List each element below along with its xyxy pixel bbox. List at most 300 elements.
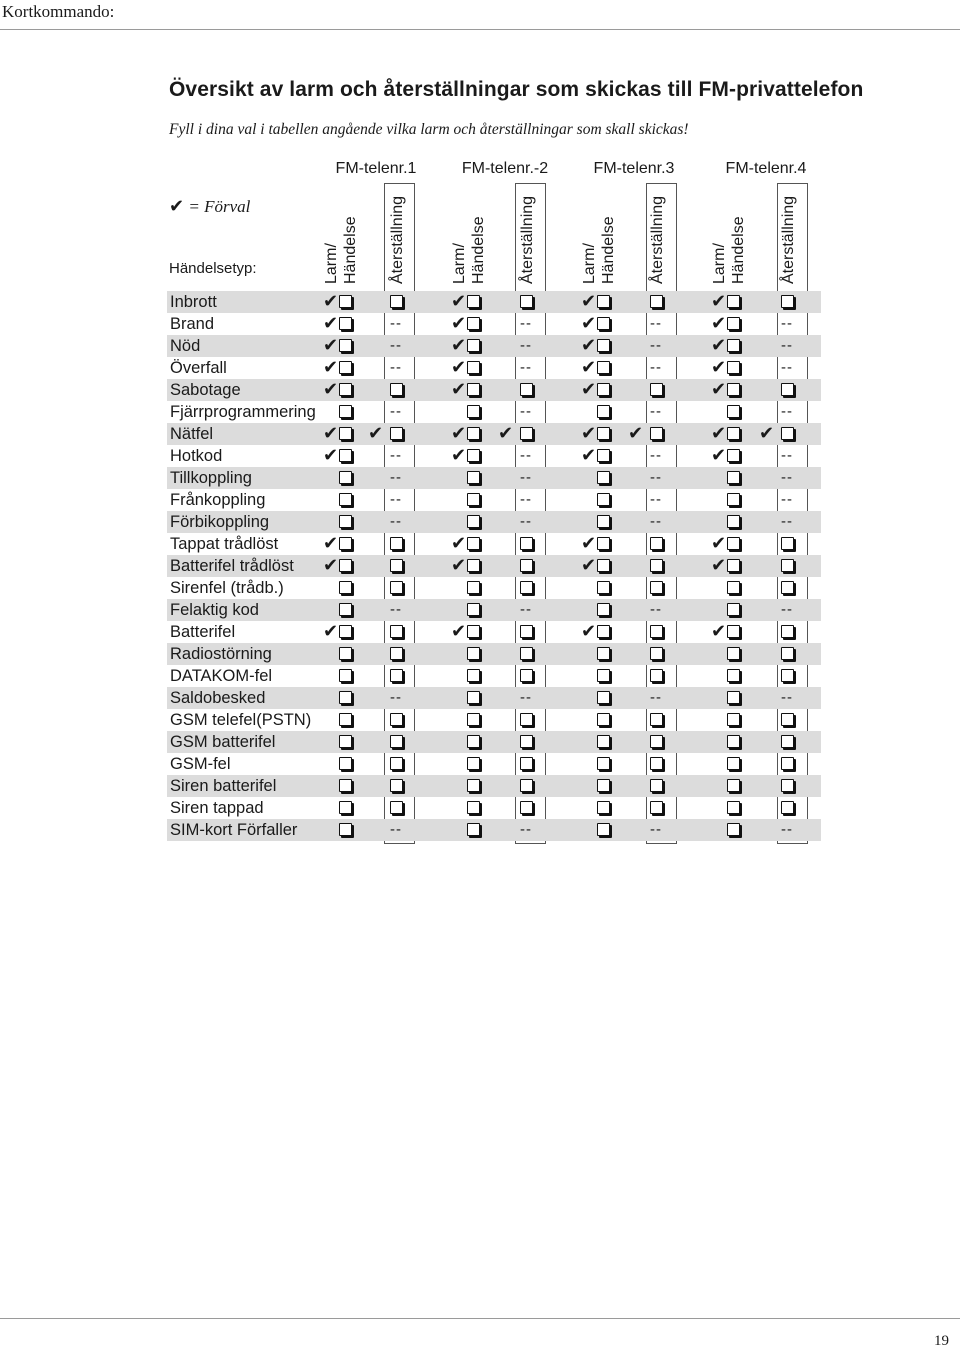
alarm-checkbox[interactable] bbox=[727, 735, 740, 748]
alarm-checkbox[interactable] bbox=[727, 559, 740, 572]
not-applicable-dash: -- bbox=[781, 337, 793, 354]
not-applicable-dash: -- bbox=[390, 315, 402, 332]
restore-checkbox[interactable] bbox=[520, 295, 533, 308]
restore-checkbox[interactable] bbox=[520, 537, 533, 550]
table-row bbox=[167, 423, 821, 445]
default-check-icon: ✔ bbox=[711, 313, 727, 334]
restore-checkbox[interactable] bbox=[390, 427, 403, 440]
not-applicable-dash: -- bbox=[520, 821, 532, 838]
alarm-checkbox[interactable] bbox=[339, 581, 352, 594]
restore-column-label: Återställning bbox=[649, 195, 666, 284]
table-row bbox=[167, 599, 821, 621]
alarm-checkbox[interactable] bbox=[727, 295, 740, 308]
not-applicable-dash: -- bbox=[390, 601, 402, 618]
default-check-icon: ✔ bbox=[581, 555, 597, 576]
alarm-checkbox[interactable] bbox=[597, 515, 610, 528]
restore-checkbox[interactable] bbox=[520, 559, 533, 572]
row-label: GSM-fel bbox=[170, 755, 231, 773]
shortcut-label: Kortkommando: bbox=[2, 2, 115, 21]
not-applicable-dash: -- bbox=[390, 821, 402, 838]
alarm-checkbox[interactable] bbox=[467, 779, 480, 792]
alarm-checkbox[interactable] bbox=[727, 823, 740, 836]
restore-checkbox[interactable] bbox=[520, 757, 533, 770]
alarm-checkbox[interactable] bbox=[727, 757, 740, 770]
table-row bbox=[167, 467, 821, 489]
restore-checkbox[interactable] bbox=[520, 427, 533, 440]
alarm-checkbox[interactable] bbox=[467, 603, 480, 616]
restore-checkbox[interactable] bbox=[390, 537, 403, 550]
not-applicable-dash: -- bbox=[781, 601, 793, 618]
alarm-checkbox[interactable] bbox=[597, 339, 610, 352]
table-row bbox=[167, 489, 821, 511]
table-row bbox=[167, 643, 821, 665]
restore-checkbox[interactable] bbox=[390, 757, 403, 770]
not-applicable-dash: -- bbox=[390, 469, 402, 486]
default-check-icon: ✔ bbox=[711, 445, 727, 466]
default-check-icon: ✔ bbox=[711, 621, 727, 642]
alarm-checkbox[interactable] bbox=[597, 405, 610, 418]
restore-checkbox[interactable] bbox=[390, 625, 403, 638]
footer-divider bbox=[0, 1318, 960, 1319]
alarm-label-line1: Larm/ bbox=[581, 243, 598, 284]
alarm-checkbox[interactable] bbox=[339, 295, 352, 308]
alarm-checkbox[interactable] bbox=[339, 757, 352, 770]
restore-checkbox[interactable] bbox=[520, 669, 533, 682]
alarm-checkbox[interactable] bbox=[467, 581, 480, 594]
restore-checkbox[interactable] bbox=[781, 713, 794, 726]
restore-checkbox[interactable] bbox=[650, 735, 663, 748]
row-label: Tillkoppling bbox=[170, 469, 252, 487]
restore-checkbox[interactable] bbox=[781, 757, 794, 770]
default-check-icon: ✔ bbox=[451, 357, 467, 378]
alarm-checkbox[interactable] bbox=[467, 713, 480, 726]
default-check-icon: ✔ bbox=[581, 445, 597, 466]
row-label: Radiostörning bbox=[170, 645, 272, 663]
restore-checkbox[interactable] bbox=[390, 559, 403, 572]
not-applicable-dash: -- bbox=[650, 337, 662, 354]
default-check-icon: ✔ bbox=[368, 423, 384, 444]
alarm-checkbox[interactable] bbox=[727, 383, 740, 396]
restore-checkbox[interactable] bbox=[781, 625, 794, 638]
restore-checkbox[interactable] bbox=[650, 625, 663, 638]
alarm-checkbox[interactable] bbox=[339, 383, 352, 396]
restore-checkbox[interactable] bbox=[781, 801, 794, 814]
alarm-checkbox[interactable] bbox=[597, 383, 610, 396]
alarm-label-line1: Larm/ bbox=[711, 243, 728, 284]
default-check-icon: ✔ bbox=[711, 423, 727, 444]
alarm-checkbox[interactable] bbox=[467, 625, 480, 638]
alarm-checkbox[interactable] bbox=[339, 735, 352, 748]
alarm-checkbox[interactable] bbox=[467, 801, 480, 814]
not-applicable-dash: -- bbox=[520, 337, 532, 354]
not-applicable-dash: -- bbox=[781, 447, 793, 464]
not-applicable-dash: -- bbox=[520, 513, 532, 530]
default-check-icon: ✔ bbox=[711, 555, 727, 576]
alarm-checkbox[interactable] bbox=[727, 779, 740, 792]
default-check-icon: ✔ bbox=[323, 621, 339, 642]
alarm-checkbox[interactable] bbox=[339, 317, 352, 330]
alarm-checkbox[interactable] bbox=[597, 647, 610, 660]
restore-checkbox[interactable] bbox=[520, 713, 533, 726]
legend bbox=[169, 196, 250, 217]
row-label: SIM-kort Förfaller bbox=[170, 821, 298, 839]
alarm-checkbox[interactable] bbox=[339, 559, 352, 572]
not-applicable-dash: -- bbox=[390, 359, 402, 376]
alarm-checkbox[interactable] bbox=[467, 295, 480, 308]
table-row bbox=[167, 291, 821, 313]
row-label: Saldobesked bbox=[170, 689, 266, 707]
alarm-checkbox[interactable] bbox=[339, 801, 352, 814]
not-applicable-dash: -- bbox=[520, 359, 532, 376]
alarm-checkbox[interactable] bbox=[467, 823, 480, 836]
table-row bbox=[167, 401, 821, 423]
alarm-checkbox[interactable] bbox=[727, 427, 740, 440]
restore-checkbox[interactable] bbox=[390, 801, 403, 814]
not-applicable-dash: -- bbox=[390, 447, 402, 464]
alarm-checkbox[interactable] bbox=[597, 735, 610, 748]
restore-checkbox[interactable] bbox=[650, 713, 663, 726]
alarm-checkbox[interactable] bbox=[597, 295, 610, 308]
alarm-checkbox[interactable] bbox=[467, 515, 480, 528]
restore-checkbox[interactable] bbox=[390, 581, 403, 594]
not-applicable-dash: -- bbox=[781, 821, 793, 838]
alarm-checkbox[interactable] bbox=[597, 559, 610, 572]
alarm-checkbox[interactable] bbox=[339, 779, 352, 792]
not-applicable-dash: -- bbox=[390, 337, 402, 354]
alarm-checkbox[interactable] bbox=[339, 427, 352, 440]
check-icon: ✔ bbox=[169, 196, 185, 217]
alarm-checkbox[interactable] bbox=[727, 449, 740, 462]
not-applicable-dash: -- bbox=[781, 469, 793, 486]
restore-checkbox[interactable] bbox=[520, 625, 533, 638]
row-label: Batterifel trådlöst bbox=[170, 557, 294, 575]
table-row bbox=[167, 357, 821, 379]
default-check-icon: ✔ bbox=[451, 379, 467, 400]
alarm-checkbox[interactable] bbox=[467, 427, 480, 440]
page-number: 19 bbox=[934, 1333, 949, 1349]
restore-checkbox[interactable] bbox=[520, 779, 533, 792]
alarm-checkbox[interactable] bbox=[727, 625, 740, 638]
alarm-checkbox[interactable] bbox=[467, 691, 480, 704]
default-check-icon: ✔ bbox=[711, 335, 727, 356]
table-row bbox=[167, 709, 821, 731]
not-applicable-dash: -- bbox=[520, 315, 532, 332]
row-label: Inbrott bbox=[170, 293, 217, 311]
alarm-label-line1: Larm/ bbox=[323, 243, 340, 284]
row-label: Nätfel bbox=[170, 425, 214, 443]
not-applicable-dash: -- bbox=[781, 403, 793, 420]
alarm-checkbox[interactable] bbox=[727, 691, 740, 704]
not-applicable-dash: -- bbox=[781, 315, 793, 332]
restore-checkbox[interactable] bbox=[390, 383, 403, 396]
alarm-checkbox[interactable] bbox=[339, 361, 352, 374]
restore-checkbox[interactable] bbox=[520, 581, 533, 594]
default-check-icon: ✔ bbox=[498, 423, 514, 444]
alarm-checkbox[interactable] bbox=[597, 449, 610, 462]
alarm-checkbox[interactable] bbox=[727, 317, 740, 330]
alarm-checkbox[interactable] bbox=[727, 493, 740, 506]
restore-checkbox[interactable] bbox=[390, 669, 403, 682]
restore-checkbox[interactable] bbox=[781, 537, 794, 550]
table-row bbox=[167, 379, 821, 401]
restore-checkbox[interactable] bbox=[650, 779, 663, 792]
restore-checkbox[interactable] bbox=[650, 295, 663, 308]
row-label: Fjärrprogrammering bbox=[170, 403, 316, 421]
alarm-checkbox[interactable] bbox=[727, 647, 740, 660]
restore-checkbox[interactable] bbox=[390, 779, 403, 792]
not-applicable-dash: -- bbox=[390, 513, 402, 530]
alarm-checkbox[interactable] bbox=[597, 603, 610, 616]
not-applicable-dash: -- bbox=[390, 491, 402, 508]
row-label: Frånkoppling bbox=[170, 491, 266, 509]
alarm-checkbox[interactable] bbox=[597, 493, 610, 506]
alarm-column-label bbox=[450, 164, 488, 284]
default-check-icon: ✔ bbox=[451, 423, 467, 444]
default-check-icon: ✔ bbox=[451, 621, 467, 642]
alarm-checkbox[interactable] bbox=[339, 515, 352, 528]
not-applicable-dash: -- bbox=[650, 513, 662, 530]
table-row bbox=[167, 753, 821, 775]
alarm-checkbox[interactable] bbox=[727, 603, 740, 616]
alarm-checkbox[interactable] bbox=[727, 669, 740, 682]
not-applicable-dash: -- bbox=[520, 447, 532, 464]
default-check-icon: ✔ bbox=[711, 379, 727, 400]
alarm-checkbox[interactable] bbox=[339, 691, 352, 704]
restore-checkbox[interactable] bbox=[650, 669, 663, 682]
row-label: GSM batterifel bbox=[170, 733, 276, 751]
alarm-label-line2: Händelse bbox=[470, 216, 487, 284]
phone-header: FM-telenr.4 bbox=[725, 160, 807, 177]
alarm-checkbox[interactable] bbox=[727, 361, 740, 374]
header-divider bbox=[0, 29, 960, 30]
table-row bbox=[167, 533, 821, 555]
restore-checkbox[interactable] bbox=[781, 581, 794, 594]
restore-checkbox[interactable] bbox=[781, 735, 794, 748]
default-check-icon: ✔ bbox=[581, 533, 597, 554]
default-check-icon: ✔ bbox=[323, 335, 339, 356]
row-label: Siren tappad bbox=[170, 799, 264, 817]
default-check-icon: ✔ bbox=[323, 555, 339, 576]
default-check-icon: ✔ bbox=[451, 555, 467, 576]
phone-header: FM-telenr.3 bbox=[593, 160, 675, 177]
alarm-checkbox[interactable] bbox=[597, 537, 610, 550]
row-label: Felaktig kod bbox=[170, 601, 259, 619]
legend-text: = Förval bbox=[188, 197, 251, 216]
alarm-checkbox[interactable] bbox=[467, 471, 480, 484]
restore-checkbox[interactable] bbox=[520, 383, 533, 396]
table-row bbox=[167, 797, 821, 819]
alarm-checkbox[interactable] bbox=[467, 405, 480, 418]
restore-checkbox[interactable] bbox=[390, 295, 403, 308]
restore-checkbox[interactable] bbox=[781, 559, 794, 572]
alarm-checkbox[interactable] bbox=[339, 471, 352, 484]
row-label: Hotkod bbox=[170, 447, 223, 465]
default-check-icon: ✔ bbox=[581, 357, 597, 378]
alarm-checkbox[interactable] bbox=[597, 317, 610, 330]
restore-column-label: Återställning bbox=[389, 195, 406, 284]
event-type-label: Händelsetyp: bbox=[169, 260, 257, 277]
default-check-icon: ✔ bbox=[711, 357, 727, 378]
default-check-icon: ✔ bbox=[581, 291, 597, 312]
restore-checkbox[interactable] bbox=[650, 537, 663, 550]
alarm-checkbox[interactable] bbox=[467, 383, 480, 396]
restore-checkbox[interactable] bbox=[520, 647, 533, 660]
alarm-checkbox[interactable] bbox=[597, 581, 610, 594]
alarm-checkbox[interactable] bbox=[727, 801, 740, 814]
table-row bbox=[167, 577, 821, 599]
row-label: Siren batterifel bbox=[170, 777, 277, 795]
restore-checkbox[interactable] bbox=[650, 647, 663, 660]
row-label: Sirenfel (trådb.) bbox=[170, 579, 284, 597]
table-row bbox=[167, 665, 821, 687]
alarm-checkbox[interactable] bbox=[467, 669, 480, 682]
not-applicable-dash: -- bbox=[650, 689, 662, 706]
alarm-checkbox[interactable] bbox=[597, 823, 610, 836]
default-check-icon: ✔ bbox=[323, 533, 339, 554]
table-row bbox=[167, 555, 821, 577]
alarm-checkbox[interactable] bbox=[339, 405, 352, 418]
restore-column-label: Återställning bbox=[519, 195, 536, 284]
alarm-checkbox[interactable] bbox=[339, 669, 352, 682]
alarm-checkbox[interactable] bbox=[727, 537, 740, 550]
row-label: Batterifel bbox=[170, 623, 236, 641]
not-applicable-dash: -- bbox=[520, 601, 532, 618]
alarm-checkbox[interactable] bbox=[597, 713, 610, 726]
alarm-label-line2: Händelse bbox=[342, 216, 359, 284]
alarm-checkbox[interactable] bbox=[339, 823, 352, 836]
alarm-checkbox[interactable] bbox=[467, 735, 480, 748]
alarm-checkbox[interactable] bbox=[339, 647, 352, 660]
default-check-icon: ✔ bbox=[323, 357, 339, 378]
alarm-column-label bbox=[322, 164, 360, 284]
restore-checkbox[interactable] bbox=[650, 757, 663, 770]
alarm-checkbox[interactable] bbox=[727, 515, 740, 528]
default-check-icon: ✔ bbox=[323, 423, 339, 444]
alarm-checkbox[interactable] bbox=[597, 691, 610, 704]
alarm-checkbox[interactable] bbox=[467, 449, 480, 462]
table-row bbox=[167, 819, 821, 841]
phone-header: FM-telenr.1 bbox=[335, 160, 417, 177]
alarm-checkbox[interactable] bbox=[467, 493, 480, 506]
default-check-icon: ✔ bbox=[323, 313, 339, 334]
restore-checkbox[interactable] bbox=[650, 801, 663, 814]
table-row bbox=[167, 621, 821, 643]
alarm-checkbox[interactable] bbox=[339, 537, 352, 550]
restore-checkbox[interactable] bbox=[650, 559, 663, 572]
page-title: Översikt av larm och återställningar som skickas till FM-privattelefon bbox=[169, 78, 864, 101]
alarm-checkbox[interactable] bbox=[467, 559, 480, 572]
default-check-icon: ✔ bbox=[451, 533, 467, 554]
restore-checkbox[interactable] bbox=[781, 779, 794, 792]
phone-header: FM-telenr.-2 bbox=[461, 160, 549, 177]
alarm-checkbox[interactable] bbox=[467, 647, 480, 660]
restore-checkbox[interactable] bbox=[781, 427, 794, 440]
restore-checkbox[interactable] bbox=[520, 735, 533, 748]
restore-checkbox[interactable] bbox=[650, 581, 663, 594]
not-applicable-dash: -- bbox=[650, 447, 662, 464]
row-label: Förbikoppling bbox=[170, 513, 270, 531]
alarm-checkbox[interactable] bbox=[597, 427, 610, 440]
restore-column-label: Återställning bbox=[780, 195, 797, 284]
table-row bbox=[167, 511, 821, 533]
default-check-icon: ✔ bbox=[323, 379, 339, 400]
restore-checkbox[interactable] bbox=[781, 383, 794, 396]
not-applicable-dash: -- bbox=[650, 601, 662, 618]
table-row bbox=[167, 687, 821, 709]
table-row bbox=[167, 335, 821, 357]
row-label: Överfall bbox=[170, 359, 227, 377]
alarm-checkbox[interactable] bbox=[727, 339, 740, 352]
alarm-checkbox[interactable] bbox=[597, 757, 610, 770]
alarm-checkbox[interactable] bbox=[727, 713, 740, 726]
alarm-checkbox[interactable] bbox=[339, 713, 352, 726]
alarm-checkbox[interactable] bbox=[339, 493, 352, 506]
alarm-checkbox[interactable] bbox=[597, 801, 610, 814]
alarm-column-label bbox=[580, 164, 618, 284]
not-applicable-dash: -- bbox=[650, 315, 662, 332]
default-check-icon: ✔ bbox=[759, 423, 775, 444]
alarm-checkbox[interactable] bbox=[467, 757, 480, 770]
alarm-checkbox[interactable] bbox=[467, 317, 480, 330]
not-applicable-dash: -- bbox=[650, 821, 662, 838]
row-label: Nöd bbox=[170, 337, 201, 355]
restore-checkbox[interactable] bbox=[781, 295, 794, 308]
not-applicable-dash: -- bbox=[390, 689, 402, 706]
alarm-checkbox[interactable] bbox=[339, 625, 352, 638]
alarm-label-line2: Händelse bbox=[730, 216, 747, 284]
alarm-checkbox[interactable] bbox=[727, 581, 740, 594]
not-applicable-dash: -- bbox=[520, 469, 532, 486]
alarm-checkbox[interactable] bbox=[339, 339, 352, 352]
table-row bbox=[167, 313, 821, 335]
alarm-checkbox[interactable] bbox=[467, 339, 480, 352]
alarm-checkbox[interactable] bbox=[339, 603, 352, 616]
alarm-checkbox[interactable] bbox=[467, 537, 480, 550]
row-label: Tappat trådlöst bbox=[170, 535, 279, 553]
table-row bbox=[167, 731, 821, 753]
default-check-icon: ✔ bbox=[323, 445, 339, 466]
restore-checkbox[interactable] bbox=[781, 669, 794, 682]
alarm-checkbox[interactable] bbox=[597, 361, 610, 374]
alarm-checkbox[interactable] bbox=[597, 669, 610, 682]
restore-checkbox[interactable] bbox=[390, 647, 403, 660]
alarm-checkbox[interactable] bbox=[467, 361, 480, 374]
alarm-checkbox[interactable] bbox=[597, 625, 610, 638]
alarm-checkbox[interactable] bbox=[597, 471, 610, 484]
default-check-icon: ✔ bbox=[451, 445, 467, 466]
not-applicable-dash: -- bbox=[520, 491, 532, 508]
alarm-checkbox[interactable] bbox=[727, 405, 740, 418]
alarm-checkbox[interactable] bbox=[339, 449, 352, 462]
not-applicable-dash: -- bbox=[781, 359, 793, 376]
default-check-icon: ✔ bbox=[628, 423, 644, 444]
table-row bbox=[167, 775, 821, 797]
restore-checkbox[interactable] bbox=[520, 801, 533, 814]
row-label: Brand bbox=[170, 315, 215, 333]
restore-checkbox[interactable] bbox=[390, 735, 403, 748]
alarm-checkbox[interactable] bbox=[597, 779, 610, 792]
restore-checkbox[interactable] bbox=[781, 647, 794, 660]
alarm-column-label bbox=[710, 164, 748, 284]
default-check-icon: ✔ bbox=[581, 621, 597, 642]
restore-checkbox[interactable] bbox=[650, 427, 663, 440]
not-applicable-dash: -- bbox=[650, 491, 662, 508]
row-label: DATAKOM-fel bbox=[170, 667, 273, 685]
not-applicable-dash: -- bbox=[520, 403, 532, 420]
restore-checkbox[interactable] bbox=[650, 383, 663, 396]
restore-checkbox[interactable] bbox=[390, 713, 403, 726]
alarm-checkbox[interactable] bbox=[727, 471, 740, 484]
